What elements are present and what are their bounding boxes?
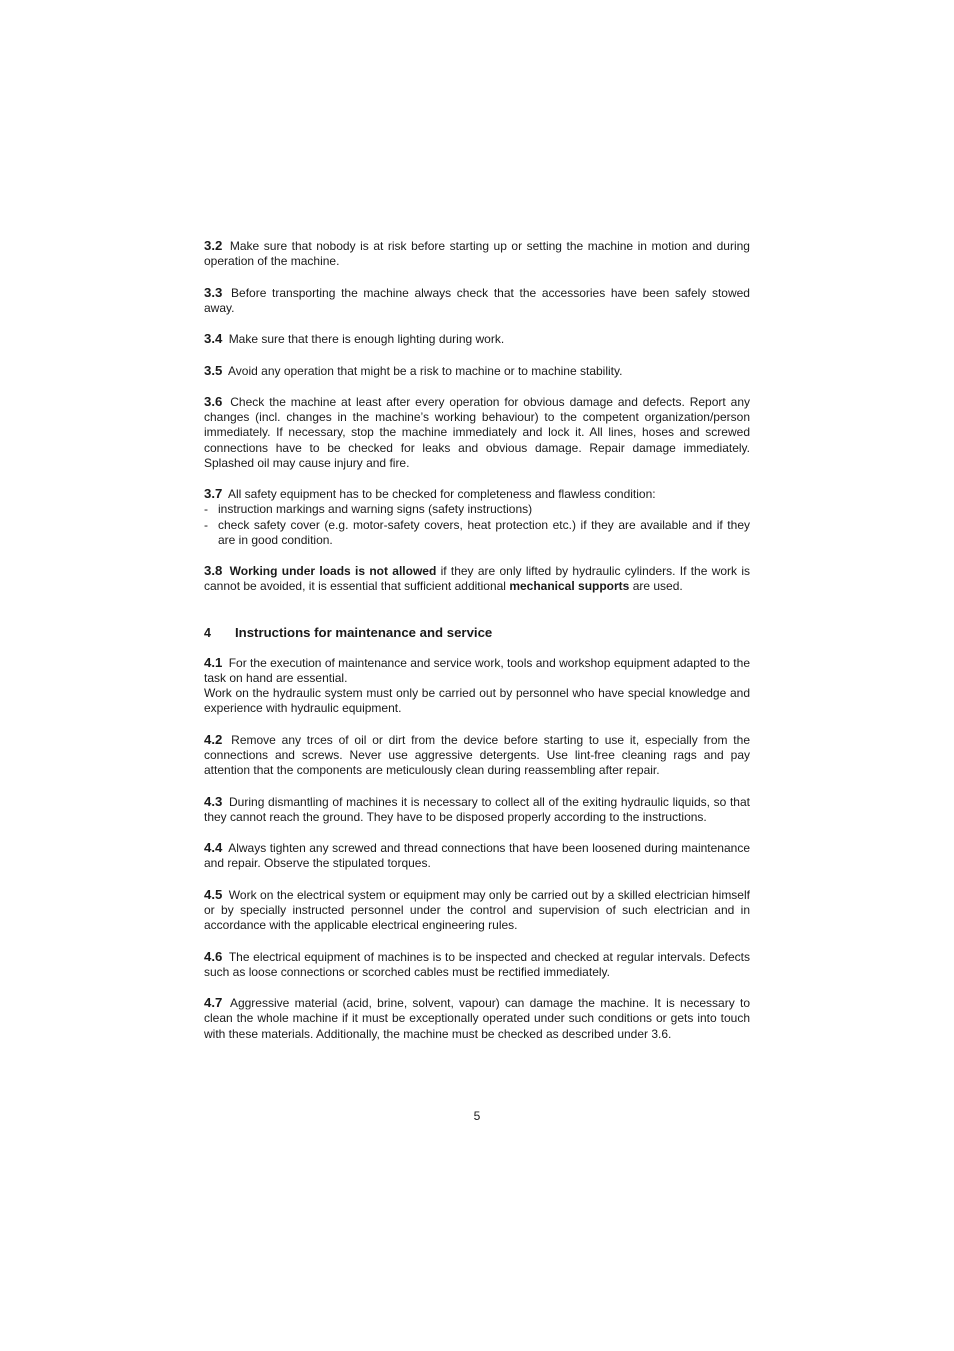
paragraph-number: 4.6	[204, 948, 223, 964]
paragraph-3-8	[204, 563, 750, 594]
paragraph-text: Make sure that there is enough lighting during work.	[228, 332, 505, 347]
paragraph-4-7	[204, 995, 750, 1042]
paragraph-number: 3.3	[204, 284, 223, 300]
paragraph-text: Work on the hydraulic system must only be carried out by personnel who have special knowledge and experience with hydraulic equipment.	[204, 686, 750, 716]
paragraph-text: All safety equipment has to be checked for completeness and flawless condition:	[228, 487, 656, 502]
paragraph-number: 3.8	[204, 563, 223, 579]
paragraph-number: 3.5	[204, 362, 223, 378]
paragraph-number: 3.6	[204, 393, 223, 409]
paragraph-number: 3.7	[204, 486, 223, 502]
emphasis-text: Working under loads is not allowed	[229, 564, 437, 579]
paragraph-number: 4.4	[204, 840, 223, 856]
paragraph-4-4	[204, 840, 750, 871]
paragraph-text: Make sure that nobody is at risk before starting up or setting the machine in motion and during operation of the machine.	[204, 239, 750, 269]
paragraph-number: 4.2	[204, 731, 223, 747]
list-item	[204, 518, 750, 548]
paragraph-number: 3.2	[204, 238, 223, 253]
list-item	[204, 502, 750, 517]
paragraph-text: Aggressive material (acid, brine, solvent, vapour) can damage the machine. It is necessary to clean the whole machine if it must be exceptionally operated under such conditions or gets into touch with these materials. Additionally, the machine must be checked as described under 3.6.	[204, 996, 751, 1041]
list-item-text: check safety cover (e.g. motor-safety covers, heat protection etc.) if they are available and if they are in good condition.	[218, 517, 750, 547]
paragraph-3-6	[204, 394, 750, 471]
dash-bullet: -	[204, 502, 208, 517]
paragraph-text: if they are only lifted by hydraulic cylinders. If the work is cannot be avoided, it is essential that sufficient additional	[204, 564, 750, 594]
section-number: 4	[204, 625, 211, 640]
paragraph-text: The electrical equipment of machines is to be inspected and checked at regular intervals. Defects such as loose connections or scorched cables must be rectified immediately.	[204, 949, 750, 979]
section-title: Instructions for maintenance and service	[235, 624, 493, 640]
safety-checklist	[204, 502, 750, 548]
paragraph-number: 4.7	[204, 995, 223, 1011]
list-item-text: instruction markings and warning signs (safety instructions)	[218, 502, 533, 517]
section-heading	[204, 625, 750, 641]
paragraph-text: Work on the electrical system or equipment may only be carried out by a skilled electrician himself or by specially instructed personnel under the control and supervision of such electrician and in accordance with the applicable electrical engineering rules.	[204, 887, 750, 933]
paragraph-4-2	[204, 732, 750, 779]
paragraph-text: Remove any trces of oil or dirt from the device before starting to use it, especially from the connections and screws. Never use aggressive detergents. Use lint-free cleaning rags and pay attention that the components are meticulously clean during reassembling after repair.	[204, 732, 750, 778]
paragraph-number: 3.4	[204, 331, 223, 347]
paragraph-3-2	[204, 238, 750, 269]
paragraph-3-7	[204, 486, 750, 502]
page-number: 5	[473, 1109, 481, 1123]
paragraph-text: Check the machine at least after every operation for obvious damage and defects. Report any changes (incl. changes in the machine’s working behaviour) to the competent organization/person immediately. If necessary, stop the machine immediately and lock it. All lines, hoses and screwed connections have to be checked for leaks and obvious damage. Repair damage immediately. Splashed oil may cause injury and fire.	[204, 394, 750, 470]
paragraph-4-3	[204, 794, 750, 825]
paragraph-4-5	[204, 887, 750, 934]
paragraph-4-1	[204, 655, 750, 717]
paragraph-text: Before transporting the machine always check that the accessories have been safely stowed away.	[204, 285, 750, 315]
paragraph-3-5	[204, 363, 750, 379]
paragraph-number: 4.5	[204, 886, 223, 902]
paragraph-text: are used.	[629, 579, 683, 594]
paragraph-number: 4.1	[204, 654, 223, 670]
paragraph-3-3	[204, 285, 750, 316]
paragraph-text: Always tighten any screwed and thread connections that have been loosened during maintenance and repair. Observe the stipulated torques.	[204, 841, 751, 871]
paragraph-text: For the execution of maintenance and service work, tools and workshop equipment adapted to the task on hand are essential.	[204, 655, 750, 685]
paragraph-text: During dismantling of machines it is necessary to collect all of the exiting hydraulic liquids, so that they cannot reach the ground. They have to be disposed properly according to the instructions.	[204, 794, 750, 824]
page-body	[204, 238, 750, 1057]
emphasis-text: mechanical supports	[509, 579, 630, 594]
paragraph-text: Avoid any operation that might be a risk to machine or to machine stability.	[228, 363, 623, 378]
paragraph-number: 4.3	[204, 793, 223, 809]
paragraph-4-6	[204, 949, 750, 980]
dash-bullet: -	[204, 517, 208, 532]
paragraph-3-4	[204, 331, 750, 347]
